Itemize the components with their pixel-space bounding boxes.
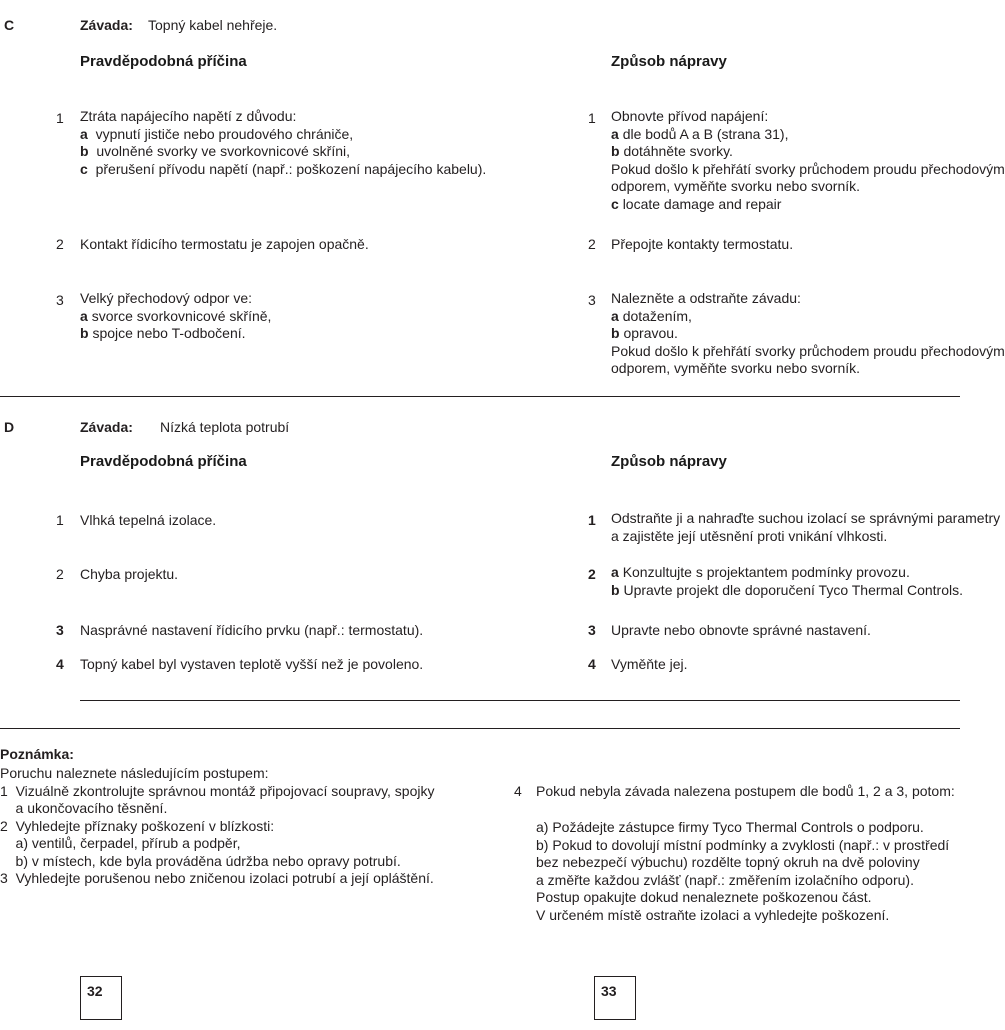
note-line: b) v místech, kde byla prováděna údržba nebo opravy potrubí.: [0, 852, 401, 869]
section-divider: [0, 728, 960, 729]
section-letter-c: C: [4, 17, 15, 33]
cause-text-c3: [80, 290, 271, 343]
note-line: a) Požádejte zástupce firmy Tyco Thermal Controls o podporu.: [536, 819, 924, 835]
section-divider: [0, 396, 960, 397]
note-right-column: [536, 819, 949, 924]
row-number: 3: [56, 622, 64, 638]
note-right-intro: Pokud nebyla závada nalezena postupem dle bodů 1, 2 a 3, potom:: [536, 783, 955, 799]
remedy-text-d3: Upravte nebo obnovte správné nastavení.: [611, 622, 871, 638]
fault-label-d: Závada:: [80, 419, 133, 435]
section-divider: [80, 700, 960, 701]
cause-text-c1: [80, 108, 486, 178]
remedy-line: a dle bodů A a B (strana 31),: [611, 125, 789, 142]
remedy-line: odporem, vyměňte svorku nebo svorník.: [611, 178, 861, 194]
cause-text-d4: Topný kabel byl vystaven teplotě vyšší než je povoleno.: [80, 656, 424, 672]
note-line: 2 Vyhledejte příznaky poškození v blízkosti:: [0, 817, 275, 834]
remedy-text-c1: [611, 108, 1005, 213]
fault-text-c: Topný kabel nehřeje.: [148, 17, 278, 33]
remedy-line: a zajistěte její utěsnění proti vnikání vlhkosti.: [611, 527, 888, 544]
remedy-header-d: Způsob nápravy: [611, 453, 727, 470]
cause-line: a svorce svorkovnicové skříně,: [80, 307, 272, 324]
cause-line: Ztráta napájecího napětí z důvodu:: [80, 108, 297, 124]
fault-label-c: Závada:: [80, 17, 133, 33]
note-line: bez nebezpečí výbuchu) rozdělte topný okruh na dvě poloviny: [536, 854, 920, 870]
row-number: 3: [56, 292, 64, 308]
page-number-left: 32: [87, 983, 103, 999]
cause-header-c: Pravděpodobná příčina: [80, 53, 247, 70]
page-number-right: 33: [601, 983, 617, 999]
row-number: 2: [588, 236, 596, 252]
row-number: 4: [588, 656, 596, 672]
note-line: Postup opakujte dokud nenaleznete poškozenou část.: [536, 889, 872, 905]
remedy-line: b Upravte projekt dle doporučení Tyco Thermal Controls.: [611, 581, 963, 598]
remedy-text-c3: [611, 290, 1005, 378]
remedy-text-d1: [611, 510, 1000, 545]
note-number: 4: [514, 783, 522, 799]
cause-line: b spojce nebo T-odbočení.: [80, 325, 246, 341]
remedy-line: odporem, vyměňte svorku nebo svorník.: [611, 360, 861, 376]
row-number: 3: [588, 622, 596, 638]
remedy-line: Nalezněte a odstraňte závadu:: [611, 290, 801, 306]
cause-line: a vypnutí jističe nebo proudového chrániče,: [80, 125, 354, 142]
remedy-line: Pokud došlo k přehřátí svorky průchodem proudu přechodovým: [611, 342, 1005, 359]
cause-line: c přerušení přívodu napětí (např.: poškození napájecího kabelu).: [80, 160, 487, 177]
row-number: 1: [588, 512, 596, 528]
note-title: Poznámka:: [0, 746, 74, 762]
section-letter-d: D: [4, 419, 15, 435]
remedy-text-c2: Přepojte kontakty termostatu.: [611, 236, 794, 252]
remedy-text-d4: Vyměňte jej.: [611, 656, 688, 672]
row-number: 4: [56, 656, 64, 672]
cause-line: Velký přechodový odpor ve:: [80, 290, 252, 306]
remedy-line: Odstraňte ji a nahraďte suchou izolací se správnými parametry: [611, 510, 1001, 526]
cause-header-d: Pravděpodobná příčina: [80, 453, 247, 470]
cause-text-d2: Chyba projektu.: [80, 566, 179, 582]
fault-text-d: Nízká teplota potrubí: [160, 419, 290, 435]
note-line: a ukončovacího těsnění.: [0, 800, 168, 816]
cause-text-d3: Nasprávné nastavení řídicího prvku (např.: termostatu).: [80, 622, 424, 638]
remedy-line: c locate damage and repair: [611, 195, 782, 212]
note-line: 1 Vizuálně zkontrolujte správnou montáž připojovací soupravy, spojky: [0, 782, 435, 799]
row-number: 2: [56, 236, 64, 252]
page-number-box-right: [594, 976, 636, 1020]
note-line: 3 Vyhledejte porušenou nebo zničenou izolaci potrubí a její opláštění.: [0, 870, 434, 886]
cause-text-d1: Vlhká tepelná izolace.: [80, 512, 217, 528]
note-line: a) ventilů, čerpadel, přírub a podpěr,: [0, 835, 241, 851]
note-line: a změřte každou zvlášť (např.: změřením izolačního odporu).: [536, 871, 914, 888]
page-number-box-left: [80, 976, 122, 1020]
row-number: 2: [56, 566, 64, 582]
cause-line: b uvolněné svorky ve svorkovnicové skříni,: [80, 143, 351, 159]
note-left-column: [0, 765, 435, 888]
row-number: 2: [588, 566, 596, 582]
note-line: b) Pokud to dovolují místní podmínky a zvyklosti (např.: v prostředí: [536, 836, 950, 853]
remedy-line: Obnovte přívod napájení:: [611, 108, 769, 124]
cause-text-c2: Kontakt řídicího termostatu je zapojen opačně.: [80, 236, 369, 252]
note-line: V určeném místě ostraňte izolaci a vyhledejte poškození.: [536, 906, 890, 923]
row-number: 1: [56, 110, 64, 126]
row-number: 3: [588, 292, 596, 308]
row-number: 1: [56, 512, 64, 528]
note-line: Poruchu naleznete následujícím postupem:: [0, 765, 269, 781]
row-number: 1: [588, 110, 596, 126]
remedy-line: b opravou.: [611, 325, 678, 341]
remedy-line: Pokud došlo k přehřátí svorky průchodem proudu přechodovým: [611, 160, 1005, 177]
remedy-line: a Konzultujte s projektantem podmínky provozu.: [611, 564, 910, 580]
remedy-line: b dotáhněte svorky.: [611, 143, 733, 159]
remedy-text-d2: [611, 564, 963, 599]
remedy-header-c: Způsob nápravy: [611, 53, 727, 70]
remedy-line: a dotažením,: [611, 307, 692, 324]
